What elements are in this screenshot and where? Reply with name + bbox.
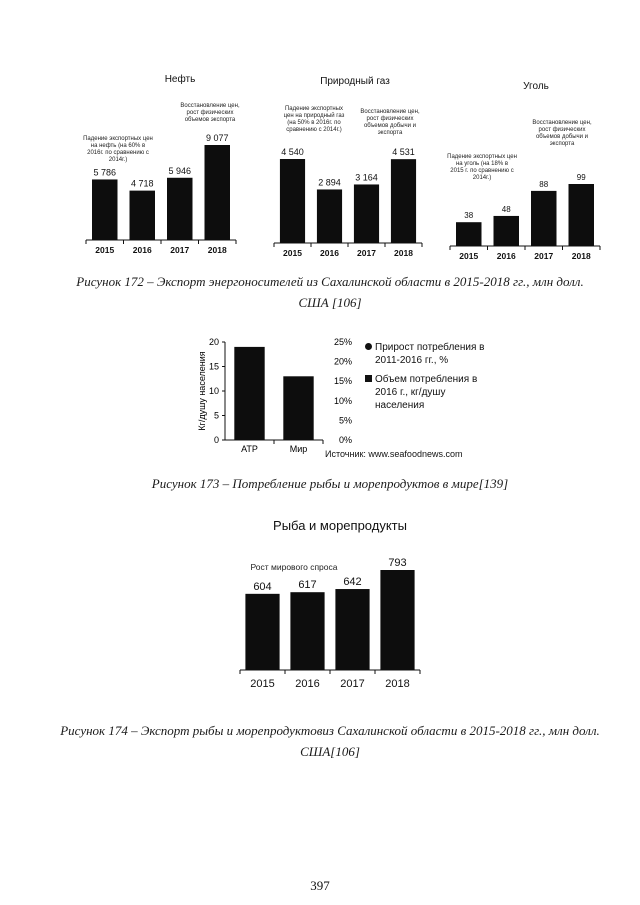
y-tick-label: 10 xyxy=(208,386,219,396)
x-tick-label: Мир xyxy=(289,444,308,454)
data-label: 38 xyxy=(464,211,474,221)
data-label: 617 xyxy=(298,579,317,592)
y-tick-label: 15 xyxy=(208,361,219,372)
x-tick-label: 2018 xyxy=(385,678,410,690)
y-axis-label: Кг/душу населения xyxy=(197,351,207,431)
chart-title: Уголь xyxy=(523,81,549,92)
x-tick-label: 2017 xyxy=(170,245,190,255)
x-tick-label: 2018 xyxy=(207,245,227,255)
coal-export-chart xyxy=(447,60,610,261)
data-label: 793 xyxy=(388,557,407,569)
data-label: 5 786 xyxy=(93,167,117,178)
bar xyxy=(494,216,520,246)
x-tick-label: 2018 xyxy=(571,251,591,261)
x-tick-label: 2016 xyxy=(320,248,339,258)
bar xyxy=(391,159,416,243)
bar xyxy=(456,222,482,246)
page-number: 397 xyxy=(310,878,330,893)
bar xyxy=(569,184,595,246)
y2-tick-label: 0% xyxy=(338,435,352,445)
fish-consumption-chart xyxy=(190,330,370,460)
y-tick-label: 5 xyxy=(213,410,219,421)
x-tick-label: 2016 xyxy=(496,251,516,261)
y2-tick-label: 20% xyxy=(333,356,352,367)
bar xyxy=(205,145,231,240)
bar xyxy=(531,191,557,246)
data-label: 2 894 xyxy=(318,177,341,188)
legend-item-growth: Прирост потребления в 2011-2016 гг., % xyxy=(365,341,490,367)
data-label: 9 077 xyxy=(205,133,229,143)
data-label: 5 946 xyxy=(168,165,192,176)
bar xyxy=(130,191,156,240)
x-tick-label: 2017 xyxy=(340,678,365,690)
bar xyxy=(167,178,193,240)
data-label: 88 xyxy=(539,179,549,189)
figure-174-caption: Рисунок 174 – Экспорт рыбы и морепродуктовиз Сахалинской области в 2015-2018 гг., млн долл. США[106] xyxy=(60,723,600,759)
annotation: Восстановление цен, рост физических объемов добычи и экспорта xyxy=(360,109,420,136)
data-label: 99 xyxy=(576,173,586,182)
bar xyxy=(92,179,118,240)
y-tick-label: 20 xyxy=(208,337,219,347)
bar xyxy=(317,189,342,243)
y2-tick-label: 10% xyxy=(333,395,352,406)
chart-title: Природный газ xyxy=(320,76,390,87)
bar xyxy=(234,347,264,440)
x-tick-label: 2015 xyxy=(459,251,479,261)
chart-title: Нефть xyxy=(164,74,196,85)
data-label: 48 xyxy=(501,204,511,214)
x-tick-label: 2015 xyxy=(95,245,115,255)
figure-173-source: Источник: www.seafoodnews.com xyxy=(325,449,463,459)
bar xyxy=(380,570,414,670)
bar xyxy=(283,376,313,440)
data-label: 4 718 xyxy=(130,178,154,189)
data-label: 4 540 xyxy=(281,147,304,157)
y2-tick-label: 25% xyxy=(333,337,352,347)
x-tick-label: 2018 xyxy=(394,248,413,258)
oil-export-chart xyxy=(80,60,260,260)
data-label: 3 164 xyxy=(355,172,378,183)
y-tick-label: 0 xyxy=(213,435,219,445)
annotation: Рост мирового спроса xyxy=(250,562,338,572)
x-tick-label: 2017 xyxy=(534,251,554,261)
figure-173-caption: Рисунок 173 – Потребление рыбы и морепродуктов в мире[139] xyxy=(151,476,509,491)
annotation: Восстановление цен, рост физических объемов экспорта xyxy=(180,103,240,123)
bar xyxy=(280,159,305,243)
legend-item-volume: Объем потребления в 2016 г., кг/душу населения xyxy=(365,373,490,412)
x-tick-label: 2015 xyxy=(250,678,275,690)
annotation: Падение экспортных цен на уголь (на 18% в 2015 г. по сравнению с 2014г.) xyxy=(447,154,517,181)
y2-tick-label: 5% xyxy=(338,415,352,426)
data-label: 604 xyxy=(253,580,272,593)
data-label: 4 531 xyxy=(392,147,415,158)
x-tick-label: АТР xyxy=(241,444,258,454)
annotation: Падение экспортных цен на природный газ (на 50% в 2016г. по сравнению с 2014г.) xyxy=(283,106,345,133)
square-marker-icon xyxy=(365,375,372,382)
bar xyxy=(290,592,324,670)
bar xyxy=(335,589,369,670)
figure-172-caption: Рисунок 172 – Экспорт энергоносителей из Сахалинской области в 2015-2018 гг., млн долл. США [106] xyxy=(76,274,584,310)
y2-tick-label: 15% xyxy=(333,376,352,387)
x-tick-label: 2015 xyxy=(283,248,302,258)
annotation: Падение экспортных цен на нефть (на 60% в 2016г. по сравнению с 2014г.) xyxy=(83,136,153,163)
seafood-export-chart xyxy=(220,510,460,710)
gas-export-chart xyxy=(270,60,440,260)
bar xyxy=(245,594,279,670)
circle-marker-icon xyxy=(365,343,372,350)
data-label: 642 xyxy=(343,576,362,589)
annotation: Восстановление цен, рост физических объемов добычи и экспорта xyxy=(532,120,592,147)
bar xyxy=(354,184,379,243)
chart-title: Рыба и морепродукты xyxy=(273,518,407,533)
x-tick-label: 2017 xyxy=(357,248,376,258)
x-tick-label: 2016 xyxy=(132,245,152,255)
x-tick-label: 2016 xyxy=(295,678,320,690)
